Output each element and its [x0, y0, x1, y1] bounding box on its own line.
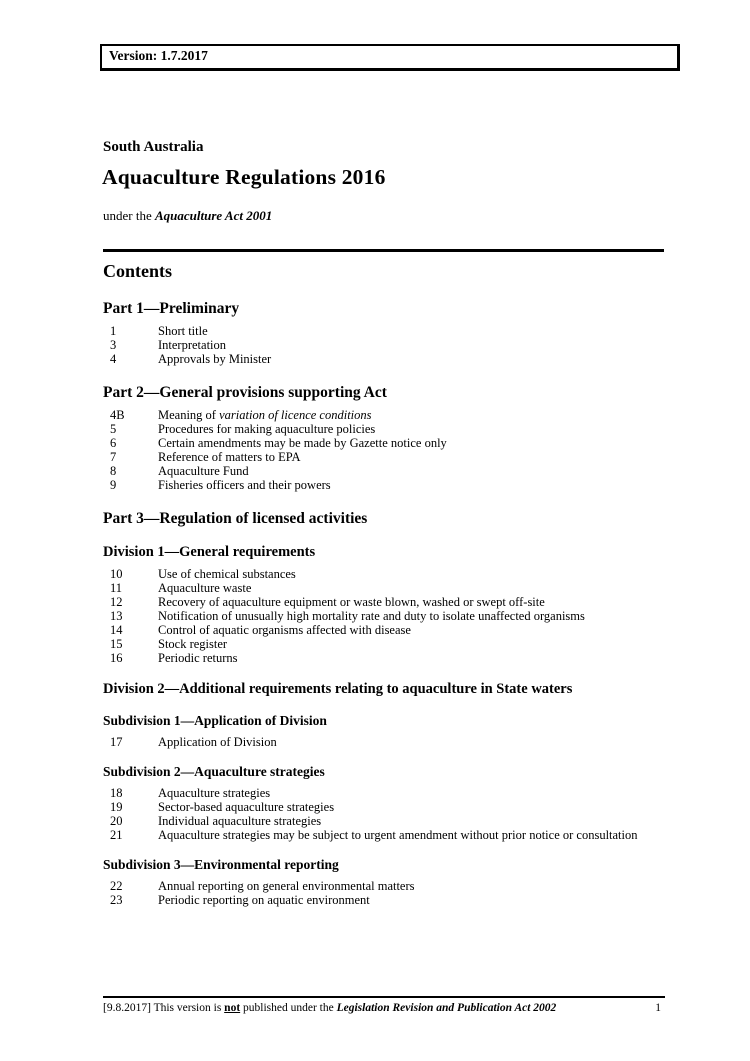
header-rule	[103, 249, 664, 252]
toc-entry-number: 16	[110, 651, 123, 665]
toc-entry-label: Reference of matters to EPA	[158, 450, 301, 464]
toc-entry-number: 4	[110, 352, 117, 366]
toc-entry-number: 23	[110, 893, 123, 907]
toc-entry-label: Individual aquaculture strategies	[158, 814, 322, 828]
page-number: 1	[655, 1002, 661, 1014]
toc-entry[interactable]	[103, 800, 665, 814]
toc-entry-label: Recovery of aquaculture equipment or waste blown, washed or swept off-site	[158, 595, 545, 609]
footer-note-middle: published under the	[240, 1002, 337, 1014]
table-of-contents	[103, 260, 665, 907]
toc-entry[interactable]	[103, 408, 665, 422]
toc-item-group	[103, 567, 665, 665]
toc-subdivision-heading: Subdivision 2—Aquaculture strategies	[103, 764, 325, 779]
toc-entry[interactable]	[103, 637, 665, 651]
toc-entry[interactable]	[103, 651, 665, 665]
toc-entry[interactable]	[103, 422, 665, 436]
toc-entry-number: 1	[110, 324, 117, 338]
toc-subdivision-heading: Subdivision 3—Environmental reporting	[103, 857, 339, 872]
toc-entry[interactable]	[103, 595, 665, 609]
toc-item-group	[103, 735, 665, 749]
document-title: Aquaculture Regulations 2016	[102, 165, 386, 189]
toc-entry-number: 3	[110, 338, 117, 352]
jurisdiction-label: South Australia	[103, 139, 204, 155]
toc-entry-label: Notification of unusually high mortality rate and duty to isolate unaffected organisms	[158, 609, 585, 623]
toc-entry-number: 8	[110, 464, 117, 478]
toc-entry-label: Short title	[158, 324, 208, 338]
page-footer	[103, 1001, 663, 1015]
contents-heading: Contents	[103, 261, 173, 281]
toc-entry-number: 18	[110, 786, 123, 800]
toc-entry-label: Stock register	[158, 637, 228, 651]
toc-entry-label: Periodic reporting on aquatic environment	[158, 893, 370, 907]
toc-entry-number: 6	[110, 436, 117, 450]
toc-entry-number: 5	[110, 422, 117, 436]
toc-entry[interactable]	[103, 893, 665, 907]
under-act-prefix: under the	[103, 208, 155, 223]
toc-entry-label: Aquaculture strategies may be subject to urgent amendment without prior notice or consultation	[158, 828, 638, 842]
toc-entry[interactable]	[103, 879, 665, 893]
toc-division-heading: Division 1—General requirements	[103, 544, 316, 560]
toc-item-group	[103, 786, 665, 842]
toc-item-group	[103, 879, 665, 907]
toc-entry-label: Certain amendments may be made by Gazette notice only	[158, 436, 447, 450]
toc-part-heading: Part 1—Preliminary	[103, 300, 240, 317]
toc-entry[interactable]	[103, 786, 665, 800]
toc-entry-number: 12	[110, 595, 123, 609]
toc-entry-number: 4B	[110, 408, 125, 422]
toc-division-heading: Division 2—Additional requirements relating to aquaculture in State waters	[103, 681, 573, 697]
toc-part-heading: Part 2—General provisions supporting Act	[103, 384, 387, 401]
toc-entry-label: Fisheries officers and their powers	[158, 478, 331, 492]
toc-entry-label: Meaning of variation of licence conditions	[158, 408, 372, 422]
toc-entry[interactable]	[103, 814, 665, 828]
toc-entry-label: Aquaculture strategies	[158, 786, 271, 800]
footer-note	[103, 1001, 556, 1015]
toc-entry-label-italic: variation of licence conditions	[219, 408, 372, 422]
toc-entry-number: 7	[110, 450, 117, 464]
toc-entry-number: 20	[110, 814, 123, 828]
footer-note-prefix: [9.8.2017] This version is	[103, 1002, 225, 1014]
toc-entry-number: 19	[110, 800, 123, 814]
toc-entry-number: 11	[110, 581, 123, 595]
toc-entry-number: 21	[110, 828, 123, 842]
toc-entry[interactable]	[103, 338, 665, 352]
toc-entry-number: 15	[110, 637, 123, 651]
toc-entry[interactable]	[103, 735, 665, 749]
version-label: Version: 1.7.2017	[109, 48, 208, 63]
toc-entry[interactable]	[103, 567, 665, 581]
toc-entry[interactable]	[103, 581, 665, 595]
version-box	[100, 44, 680, 71]
toc-subdivision-heading: Subdivision 1—Application of Division	[103, 713, 327, 728]
toc-entry[interactable]	[103, 478, 665, 492]
footer-rule	[103, 996, 665, 998]
toc-entry[interactable]	[103, 324, 665, 338]
toc-entry[interactable]	[103, 436, 665, 450]
toc-entry[interactable]	[103, 352, 665, 366]
toc-item-group	[103, 408, 665, 492]
toc-entry-number: 9	[110, 478, 117, 492]
toc-entry-number: 14	[110, 623, 123, 637]
toc-entry-number: 22	[110, 879, 123, 893]
toc-entry-label: Use of chemical substances	[158, 567, 296, 581]
toc-entry[interactable]	[103, 609, 665, 623]
toc-entry-number: 13	[110, 609, 123, 623]
under-act-name: Aquaculture Act 2001	[154, 208, 273, 223]
toc-entry-number: 17	[110, 735, 123, 749]
toc-entry-label: Aquaculture Fund	[158, 464, 249, 478]
toc-entry-label: Aquaculture waste	[158, 581, 252, 595]
footer-not-word: not	[224, 1002, 241, 1014]
toc-entry[interactable]	[103, 464, 665, 478]
toc-entry-label: Application of Division	[158, 735, 277, 749]
toc-entry[interactable]	[103, 623, 665, 637]
contents-body	[103, 299, 665, 907]
footer-act-name: Legislation Revision and Publication Act 2002	[336, 1002, 557, 1014]
toc-entry[interactable]	[103, 828, 665, 842]
toc-entry-label: Interpretation	[158, 338, 227, 352]
toc-entry-label: Procedures for making aquaculture policies	[158, 422, 376, 436]
toc-entry-label: Annual reporting on general environmental matters	[158, 879, 415, 893]
toc-item-group	[103, 324, 665, 366]
toc-entry-label: Control of aquatic organisms affected with disease	[158, 623, 411, 637]
toc-entry-label: Approvals by Minister	[158, 352, 272, 366]
toc-entry-number: 10	[110, 567, 123, 581]
toc-entry[interactable]	[103, 450, 665, 464]
toc-entry-label: Sector-based aquaculture strategies	[158, 800, 335, 814]
toc-entry-label: Periodic returns	[158, 651, 238, 665]
under-act-line	[103, 208, 272, 224]
toc-part-heading: Part 3—Regulation of licensed activities	[103, 510, 368, 527]
